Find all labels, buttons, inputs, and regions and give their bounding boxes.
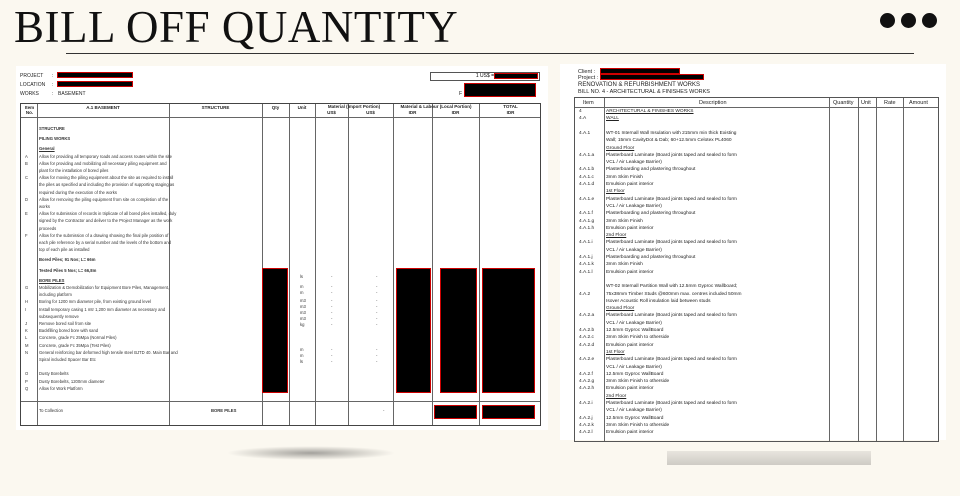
row-description: ARCHITECTURAL & FINISHES WORKS [606,109,694,114]
row-number: 4.A [579,116,587,122]
row-description: Concrete, grade Fc 25Mpa (Normal Piles) [39,335,117,341]
row-number: 4.A.2.d [579,342,595,348]
row-description: Allow for the submission of a drawing showing the final pile position of [39,232,169,238]
row-dash: - [376,322,378,327]
row-unit: kg [300,322,305,327]
row-number: 4.A.2.f [579,371,593,377]
row-number: 4.A.2.j [579,415,593,421]
row-dash: - [331,290,333,295]
row-description: Emulsion paint interior [606,386,654,392]
row-description: subsequently remove [39,313,79,319]
row-number: 4.A.1.f [579,211,593,217]
row-description: 1st Floor [606,189,625,195]
row-unit: ls [300,274,304,279]
col-basement: A.1 BASEMENT [86,105,120,110]
row-dash: - [376,359,378,364]
row-description: Dusty Borebelts, 1200mm diameter [39,378,105,384]
row-description: VCL / Air Leakage Barrier) [606,203,662,209]
row-description: General [39,146,55,152]
row-description: Allow for submission of records in triplicate of all bored piles installed, duly [39,211,177,217]
row-number: 4 [579,109,582,114]
row-description: Plasterboard Laminate (Board joints taped and sealed to form [606,401,737,406]
architectural-table [574,97,939,442]
row-description: VCL / Air Leakage Barrier) [606,320,662,326]
row-dash: - [331,316,333,321]
sheet-shadow [667,451,871,465]
row-dash: - [331,347,333,352]
col-idr2: IDR [451,110,460,115]
redacted-project-r [600,74,704,80]
row-description: Isover Acoustic Roll insulation laid between studs [606,298,711,304]
project-label-r: Project : [578,75,599,81]
row-number: J [25,321,28,326]
redacted-qty [262,268,288,393]
row-description: Backfilling bored bore with sand [39,328,99,334]
exchange-rate-box: 1 US$ = [430,72,540,81]
row-description: the piles as specified and including the provision of supporting staging as [39,182,175,188]
row-unit: m3 [300,304,306,309]
row-description: Spiral included Spacer Bar Etc [39,357,96,362]
col-structure: STRUCTURE [201,105,230,110]
row-description: Allow for providing and mobilizing all necessary piling equipment and [39,160,167,166]
row-description: including platform [39,292,72,298]
row-number: H [25,299,29,305]
col-unit-r: Unit [861,100,871,106]
row-dash: - [376,353,378,358]
row-number: 4.A.1.k [579,262,594,268]
row-number: 4.A.2.h [579,386,595,392]
redacted-location [57,81,133,87]
row-dash: - [376,298,378,303]
row-number: 4.A.1.h [579,225,595,231]
row-description: 3mm Skim Finish to otherside [606,335,670,341]
row-number: 4.A.1.c [579,174,594,180]
row-number: 4.A.2.g [579,379,595,385]
row-number: 4.A.1.g [579,218,595,224]
row-description: Plasterboarding and plastering throughout [606,167,696,173]
row-description: Emulsion paint interior [606,225,654,231]
row-description: required during the execution of the works [39,189,117,195]
row-description: VCL / Air Leakage Barrier) [606,247,662,253]
heading-bill: BILL NO. 4 - ARCHITECTURAL & FINISHES WORKS [578,89,710,95]
row-number: B [25,160,28,166]
row-description: WT-02 Internall Partition Wall with 12.5mm Gyproc Wallboard; [606,284,738,290]
row-description: Allow for providing all temporary roads and access routes within the site [39,153,172,159]
row-dash: - [376,304,378,309]
row-description: Plasterboard Laminate (Board joints taped and sealed to form [606,152,737,158]
col-amount: Amount [909,100,928,106]
redacted-total [482,268,535,393]
row-description: Emulsion paint interior [606,342,654,348]
row-unit: m3 [300,316,306,321]
row-description: Plasterboard Laminate (Board joints taped and sealed to form [606,357,737,363]
row-number: D [25,196,29,202]
row-number: 4.A.2.l [579,430,593,436]
row-description: 2nd Floor [606,233,627,239]
row-description: 12.5mm Gyproc WallBoard [606,415,664,421]
row-description: Emulsion paint interior [606,269,654,275]
row-description: Emulsion paint interior [606,182,654,187]
row-unit: m [300,290,304,295]
row-description: Allow for Work Platform [39,385,83,391]
col-material-import: Material (Import Portion) [327,104,381,109]
works-label: WORKS [20,91,39,97]
row-description: 3mm Skim Finish [606,218,643,224]
row-description: Allow for moving the piling equipment about the site as required to install [39,175,174,181]
row-number: 4.A.1.d [579,182,595,187]
row-description: 1st Floor [606,349,625,355]
col-material-labour: Material & Labour (Local Portion) [400,104,472,109]
row-description: STRUCTURE [39,126,65,131]
row-description: 3mm Skim Finish [606,262,643,268]
row-number: C [25,175,29,181]
row-dash: - [376,316,378,321]
row-dash: - [331,274,333,279]
row-description: Boring for 1200 mm diameter pile, from existing ground level [39,299,151,305]
collection-structure: BORE PILES [211,408,237,413]
row-description: General reinforcing bar deformed high tensile steel BJTD 40. Main Bar and [39,349,178,355]
col-quantity: Quantity [833,100,854,106]
row-unit: m [300,284,304,289]
row-description: Remove bored soil from site [39,321,92,326]
col-rate: Rate [884,100,896,106]
col-us1: US$ [327,110,336,115]
col-idr3: IDR [506,110,515,115]
row-description: Install temporary casing 1 mtr 1,200 mm diameter as necessary and [39,306,166,312]
row-description: 2nd Floor [606,393,627,399]
separator: : [52,73,54,79]
row-description: Tested Piles 5 Nos; L= 66,8m [39,267,97,273]
page-title: BILL OFF QUANTITY [14,2,459,52]
row-number: O [25,371,29,377]
col-qty: Qty [271,105,280,110]
boq-sheet-architectural [560,64,946,440]
row-description: WALL [606,116,619,122]
row-dash: - [376,347,378,352]
separator: : [52,91,54,97]
location-label: LOCATION [20,82,46,88]
row-number: 4.A.1.i [579,240,593,246]
row-unit: m [300,347,304,352]
row-description: Plasterboard Laminate (Board joints taped and sealed to form [606,196,737,202]
row-number: 4.A.2.c [579,335,594,341]
row-description: Emulsion paint interior [606,430,654,436]
row-unit: m [300,353,304,358]
works-value: BASEMENT [58,91,86,97]
row-number: K [25,328,28,334]
redacted-collection-idr [434,405,477,419]
row-description: VCL / Air Leakage Barrier) [606,364,662,370]
col-unit: Unit [297,105,307,110]
col-description: Description [699,100,727,106]
row-description: 3mm Skim Finish [606,174,643,180]
rate-suffix: F [459,91,463,97]
row-number: P [25,378,28,384]
row-number: 4.A.2.i [579,401,593,406]
more-options-icon[interactable] [880,13,937,28]
row-description: BORE PILES [39,277,65,283]
row-number: 4.A.1.j [579,255,593,260]
row-description: Plasterboarding and plastering throughout [606,255,696,260]
basement-table [20,103,541,426]
row-unit: m3 [300,310,306,315]
row-description: Ground Floor [606,145,635,151]
row-number: 4.A.2.k [579,422,594,428]
redacted-project [57,72,133,78]
row-dash: - [331,353,333,358]
row-description: Mobilization & Demobilization for Equipment Bore Piles, Management, [39,285,170,290]
redacted-collection-total [482,405,535,419]
row-number: M [25,342,29,348]
row-number: A [25,153,28,159]
row-number: 4.A.2 [579,291,591,297]
row-description: top of each pile as installed [39,247,90,253]
row-dash: - [376,290,378,295]
project-label: PROJECT [20,73,44,79]
redacted-rate-2 [464,83,536,97]
row-unit: ls [300,359,304,364]
row-number: Q [25,385,29,391]
to-collection-label: To Collection [39,408,63,413]
row-dash: - [331,304,333,309]
row-number: 4.A.1.a [579,152,595,158]
row-number: L [25,335,28,341]
col-total: TOTAL [503,104,518,109]
col-item-r: Item [583,100,594,106]
title-underline [66,53,914,54]
dot-icon [922,13,937,28]
row-dash: - [331,298,333,303]
row-description: Allow for removing the piling equipment from site on completion of the [39,196,169,202]
separator: : [52,82,54,88]
row-number: 4.A.2.a [579,313,595,319]
row-description: 12.5mm Gyproc WallBoard [606,371,664,377]
row-description: VCL / Air Leakage Barrier) [606,160,662,166]
row-description: Plasterboard Laminate (Board joints taped and sealed to form [606,240,737,246]
row-number: 4.A.1.b [579,167,595,173]
row-number: N [25,349,29,355]
col-idr1: IDR [408,110,417,115]
row-dash: - [376,284,378,289]
row-number: I [25,306,27,312]
row-description: Plasterboard Laminate (Board joints taped and sealed to form [606,313,737,319]
row-dash: - [331,310,333,315]
row-description: plant for the installation of bored piles [39,168,109,173]
row-description: proceeds [39,225,57,231]
row-description: 3mm Skim Finish to otherside [606,422,670,428]
row-number: 4.A.1 [579,130,591,136]
row-description: Wall; 15mm CavityDot & Dab; 60+12.5mm Celotex PL4060 [606,138,732,144]
row-number: 4.A.2.e [579,357,595,363]
row-description: 75x38mm Timber Studs @600mm max. centres included 50mm [606,291,742,297]
row-description: Concrete, grade Fc 35Mpa (Test Piles) [39,342,111,348]
redacted-rate [494,73,538,79]
row-dash: - [376,274,378,279]
row-description: each pile reference by a serial number and the levels of the bottom and [39,240,171,245]
heading-renovation: RENOVATION & REFURBISHMENT WORKS [578,82,701,88]
redacted-idr2 [440,268,477,393]
row-description: Ground Floor [606,306,635,312]
row-description: 12.5mm Gyproc WallBoard [606,328,664,333]
collection-dash: - [383,408,385,413]
row-dash: - [331,284,333,289]
client-label: Client : [578,69,596,75]
row-description: 3mm Skim Finish to otherside [606,379,670,385]
col-item: Item No. [24,105,35,115]
row-description: Bored Piles; 91 Nos; L= 66m [39,257,96,263]
row-description: VCL / Air Leakage Barrier) [606,408,662,414]
sheet-shadow [226,446,396,460]
row-number: 4.A.2.b [579,328,595,333]
redacted-idr1 [396,268,431,393]
row-description: Dusty Borebelts [39,371,69,377]
row-number: F [25,232,28,238]
boq-sheet-basement [16,66,548,430]
row-number: E [25,211,28,217]
row-number: G [25,285,29,290]
row-description: WT-01 Internall Wall Insulation with 215mm min thick Existing [606,130,737,136]
row-dash: - [376,310,378,315]
row-dash: - [331,359,333,364]
row-number: 4.A.1.e [579,196,595,202]
dot-icon [901,13,916,28]
row-description: works [39,204,50,209]
dot-icon [880,13,895,28]
row-description: PILING WORKS [39,136,71,142]
row-dash: - [331,322,333,327]
row-number: 4.A.1.l [579,269,593,275]
col-us2: US$ [366,110,375,115]
row-description: signed by the Contractor and deliver to the Project Manager as the work [39,218,173,224]
row-description: Plasterboarding and plastering throughout [606,211,696,217]
row-unit: m3 [300,298,306,303]
